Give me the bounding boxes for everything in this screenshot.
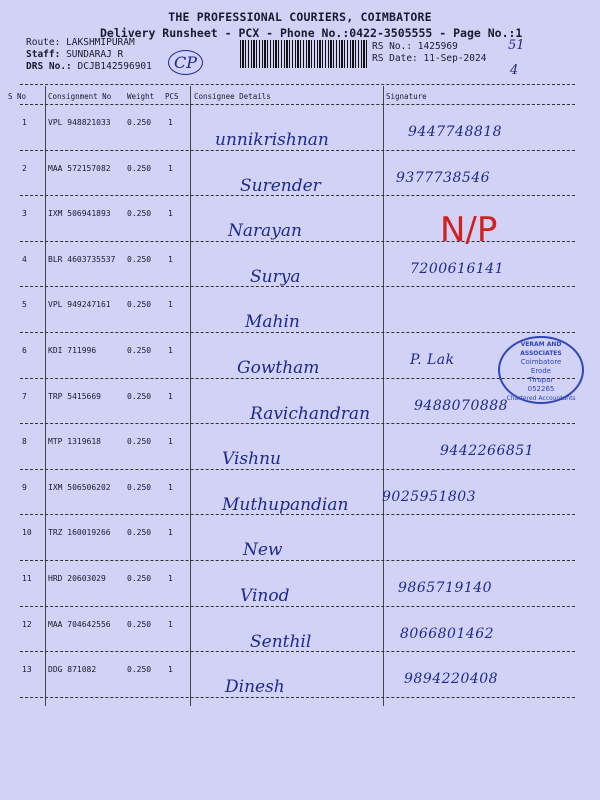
barcode <box>240 40 368 68</box>
row-divider <box>20 378 575 379</box>
row-weight: 0.250 <box>127 665 152 675</box>
ca-stamp <box>498 336 584 404</box>
row-signature: 9865719140 <box>398 580 493 596</box>
handwritten-number: 4 <box>510 63 519 78</box>
row-consignee-name: Narayan <box>228 221 302 242</box>
staff-line <box>26 49 123 60</box>
col-sno: S No <box>8 92 27 101</box>
row-pcs: 1 <box>168 482 173 492</box>
row-pcs: 1 <box>168 391 173 401</box>
row-weight: 0.250 <box>127 619 152 629</box>
row-sno: 13 <box>22 665 32 675</box>
column-divider <box>190 86 191 706</box>
route-value: LAKSHMIPURAM <box>66 37 135 48</box>
row-divider <box>20 150 575 151</box>
route-line <box>26 37 135 48</box>
row-signature: 9442266851 <box>440 443 535 460</box>
row-divider <box>20 195 575 196</box>
row-weight: 0.250 <box>127 118 152 127</box>
row-sno: 3 <box>22 209 27 219</box>
row-sno: 5 <box>22 300 27 310</box>
row-pcs: 1 <box>168 665 173 675</box>
row-consignment-no: MAA 704642556 <box>48 619 111 629</box>
rs-date-label: RS Date: <box>372 53 418 64</box>
stamp-reg: 052265 <box>527 385 555 393</box>
col-signature: Signature <box>386 92 427 101</box>
document-subtitle: Delivery Runsheet - PCX - Phone No.:0422-3505555 - Page No.:1 <box>100 26 523 40</box>
row-divider <box>20 332 575 333</box>
stamp-footer: Chartered Accountants <box>506 395 576 402</box>
col-consignment: Consignment No <box>48 92 112 101</box>
row-consignee-name: Dinesh <box>225 677 285 698</box>
row-sno: 2 <box>22 163 27 173</box>
rs-no-line <box>372 41 458 52</box>
row-consignment-no: VPL 948821033 <box>48 118 111 127</box>
column-divider <box>383 86 384 706</box>
row-consignment-no: BLR 4603735537 <box>48 254 116 264</box>
row-signature: P. Lak <box>410 352 455 368</box>
handwritten-initials: CP <box>168 50 203 75</box>
row-consignment-no: TRZ 160019266 <box>48 528 111 538</box>
staff-label: Staff: <box>26 49 61 60</box>
drs-line <box>26 61 152 72</box>
row-pcs: 1 <box>168 254 173 264</box>
row-consignment-no: MTP 1319618 <box>48 437 101 447</box>
row-sno: 4 <box>22 254 27 264</box>
row-weight: 0.250 <box>127 528 152 538</box>
row-pcs: 1 <box>168 619 173 629</box>
handwritten-count: 51 <box>508 38 525 53</box>
row-consignment-no: TRP 5415669 <box>48 391 101 401</box>
header-rule <box>20 104 575 105</box>
drs-value: DCJB142596901 <box>77 61 152 72</box>
row-consignment-no: IXM 506941893 <box>48 209 111 219</box>
row-sno: 6 <box>22 346 27 355</box>
row-weight: 0.250 <box>127 163 152 173</box>
row-consignee-name: New <box>243 540 283 561</box>
row-weight: 0.250 <box>127 437 152 447</box>
row-weight: 0.250 <box>127 209 152 219</box>
row-pcs: 1 <box>168 118 173 127</box>
row-pcs: 1 <box>168 209 173 219</box>
row-consignee-name: Vinod <box>240 586 290 606</box>
row-sno: 12 <box>22 619 32 629</box>
row-consignment-no: DDG 871082 <box>48 665 97 675</box>
drs-label: DRS No.: <box>26 61 72 72</box>
row-consignee-name: Ravichandran <box>250 403 371 424</box>
rs-date-line <box>372 53 486 64</box>
row-consignment-no: HRD 20603029 <box>48 574 106 583</box>
row-consignee-name: Senthil <box>250 631 312 652</box>
row-consignee-name: Gowtham <box>237 358 320 378</box>
row-divider <box>20 286 575 287</box>
row-consignment-no: IXM 506506202 <box>48 482 111 492</box>
row-weight: 0.250 <box>127 300 152 310</box>
document-title: THE PROFESSIONAL COURIERS, COIMBATORE <box>168 10 432 24</box>
row-sno: 8 <box>22 437 27 447</box>
rs-date-value: 11-Sep-2024 <box>423 53 487 64</box>
row-consignee-name: Mahin <box>245 312 300 333</box>
row-signature: 9894220408 <box>404 671 499 688</box>
row-pcs: 1 <box>168 437 173 447</box>
not-present-mark: N/P <box>440 210 498 250</box>
row-divider <box>20 606 575 607</box>
row-sno: 1 <box>22 118 27 127</box>
row-pcs: 1 <box>168 574 173 583</box>
row-sno: 7 <box>22 391 27 401</box>
row-signature: 9377738546 <box>396 169 491 186</box>
row-divider <box>20 651 575 652</box>
stamp-city-2: Erode <box>530 367 552 375</box>
row-signature: 8066801462 <box>400 625 495 642</box>
row-signature: 9447748818 <box>408 124 503 140</box>
row-consignment-no: MAA 572157082 <box>48 163 111 173</box>
row-consignee-name: Vishnu <box>222 449 281 470</box>
row-sno: 11 <box>22 574 32 583</box>
row-sno: 10 <box>22 528 32 538</box>
rs-no-value: 1425969 <box>417 41 458 52</box>
table-top-rule <box>20 84 575 85</box>
row-pcs: 1 <box>168 528 173 538</box>
row-consignment-no: VPL 949247161 <box>48 300 111 310</box>
row-weight: 0.250 <box>127 482 152 492</box>
row-pcs: 1 <box>168 300 173 310</box>
row-weight: 0.250 <box>127 574 152 583</box>
col-weight: Weight <box>127 92 155 101</box>
row-divider <box>20 560 575 561</box>
staff-value: SUNDARAJ R <box>66 49 124 60</box>
route-label: Route: <box>26 37 61 48</box>
row-signature: 9488070888 <box>414 397 509 414</box>
col-pcs: PCS <box>165 92 179 101</box>
row-weight: 0.250 <box>127 346 152 355</box>
row-sno: 9 <box>22 482 27 492</box>
row-consignee-name: Muthupandian <box>222 494 349 515</box>
row-consignee-name: unnikrishnan <box>215 130 329 150</box>
stamp-city-1: Coimbatore <box>520 358 562 366</box>
col-consignee: Consignee Details <box>194 92 271 101</box>
row-weight: 0.250 <box>127 391 152 401</box>
row-divider <box>20 423 575 424</box>
stamp-city-3: Tirupur <box>528 376 554 384</box>
row-consignee-name: Surya <box>250 266 301 287</box>
row-pcs: 1 <box>168 163 173 173</box>
row-divider <box>20 697 575 698</box>
rs-no-label: RS No.: <box>372 41 413 52</box>
row-signature: 9025951803 <box>382 488 477 505</box>
row-weight: 0.250 <box>127 254 152 264</box>
row-divider <box>20 514 575 515</box>
stamp-ring-text: VERAM AND ASSOCIATES <box>520 341 562 357</box>
row-consignee-name: Surender <box>240 175 321 196</box>
column-divider <box>45 86 46 706</box>
row-consignment-no: KDI 711996 <box>48 346 97 355</box>
row-pcs: 1 <box>168 346 173 355</box>
row-divider <box>20 469 575 470</box>
row-signature: 7200616141 <box>410 260 505 277</box>
